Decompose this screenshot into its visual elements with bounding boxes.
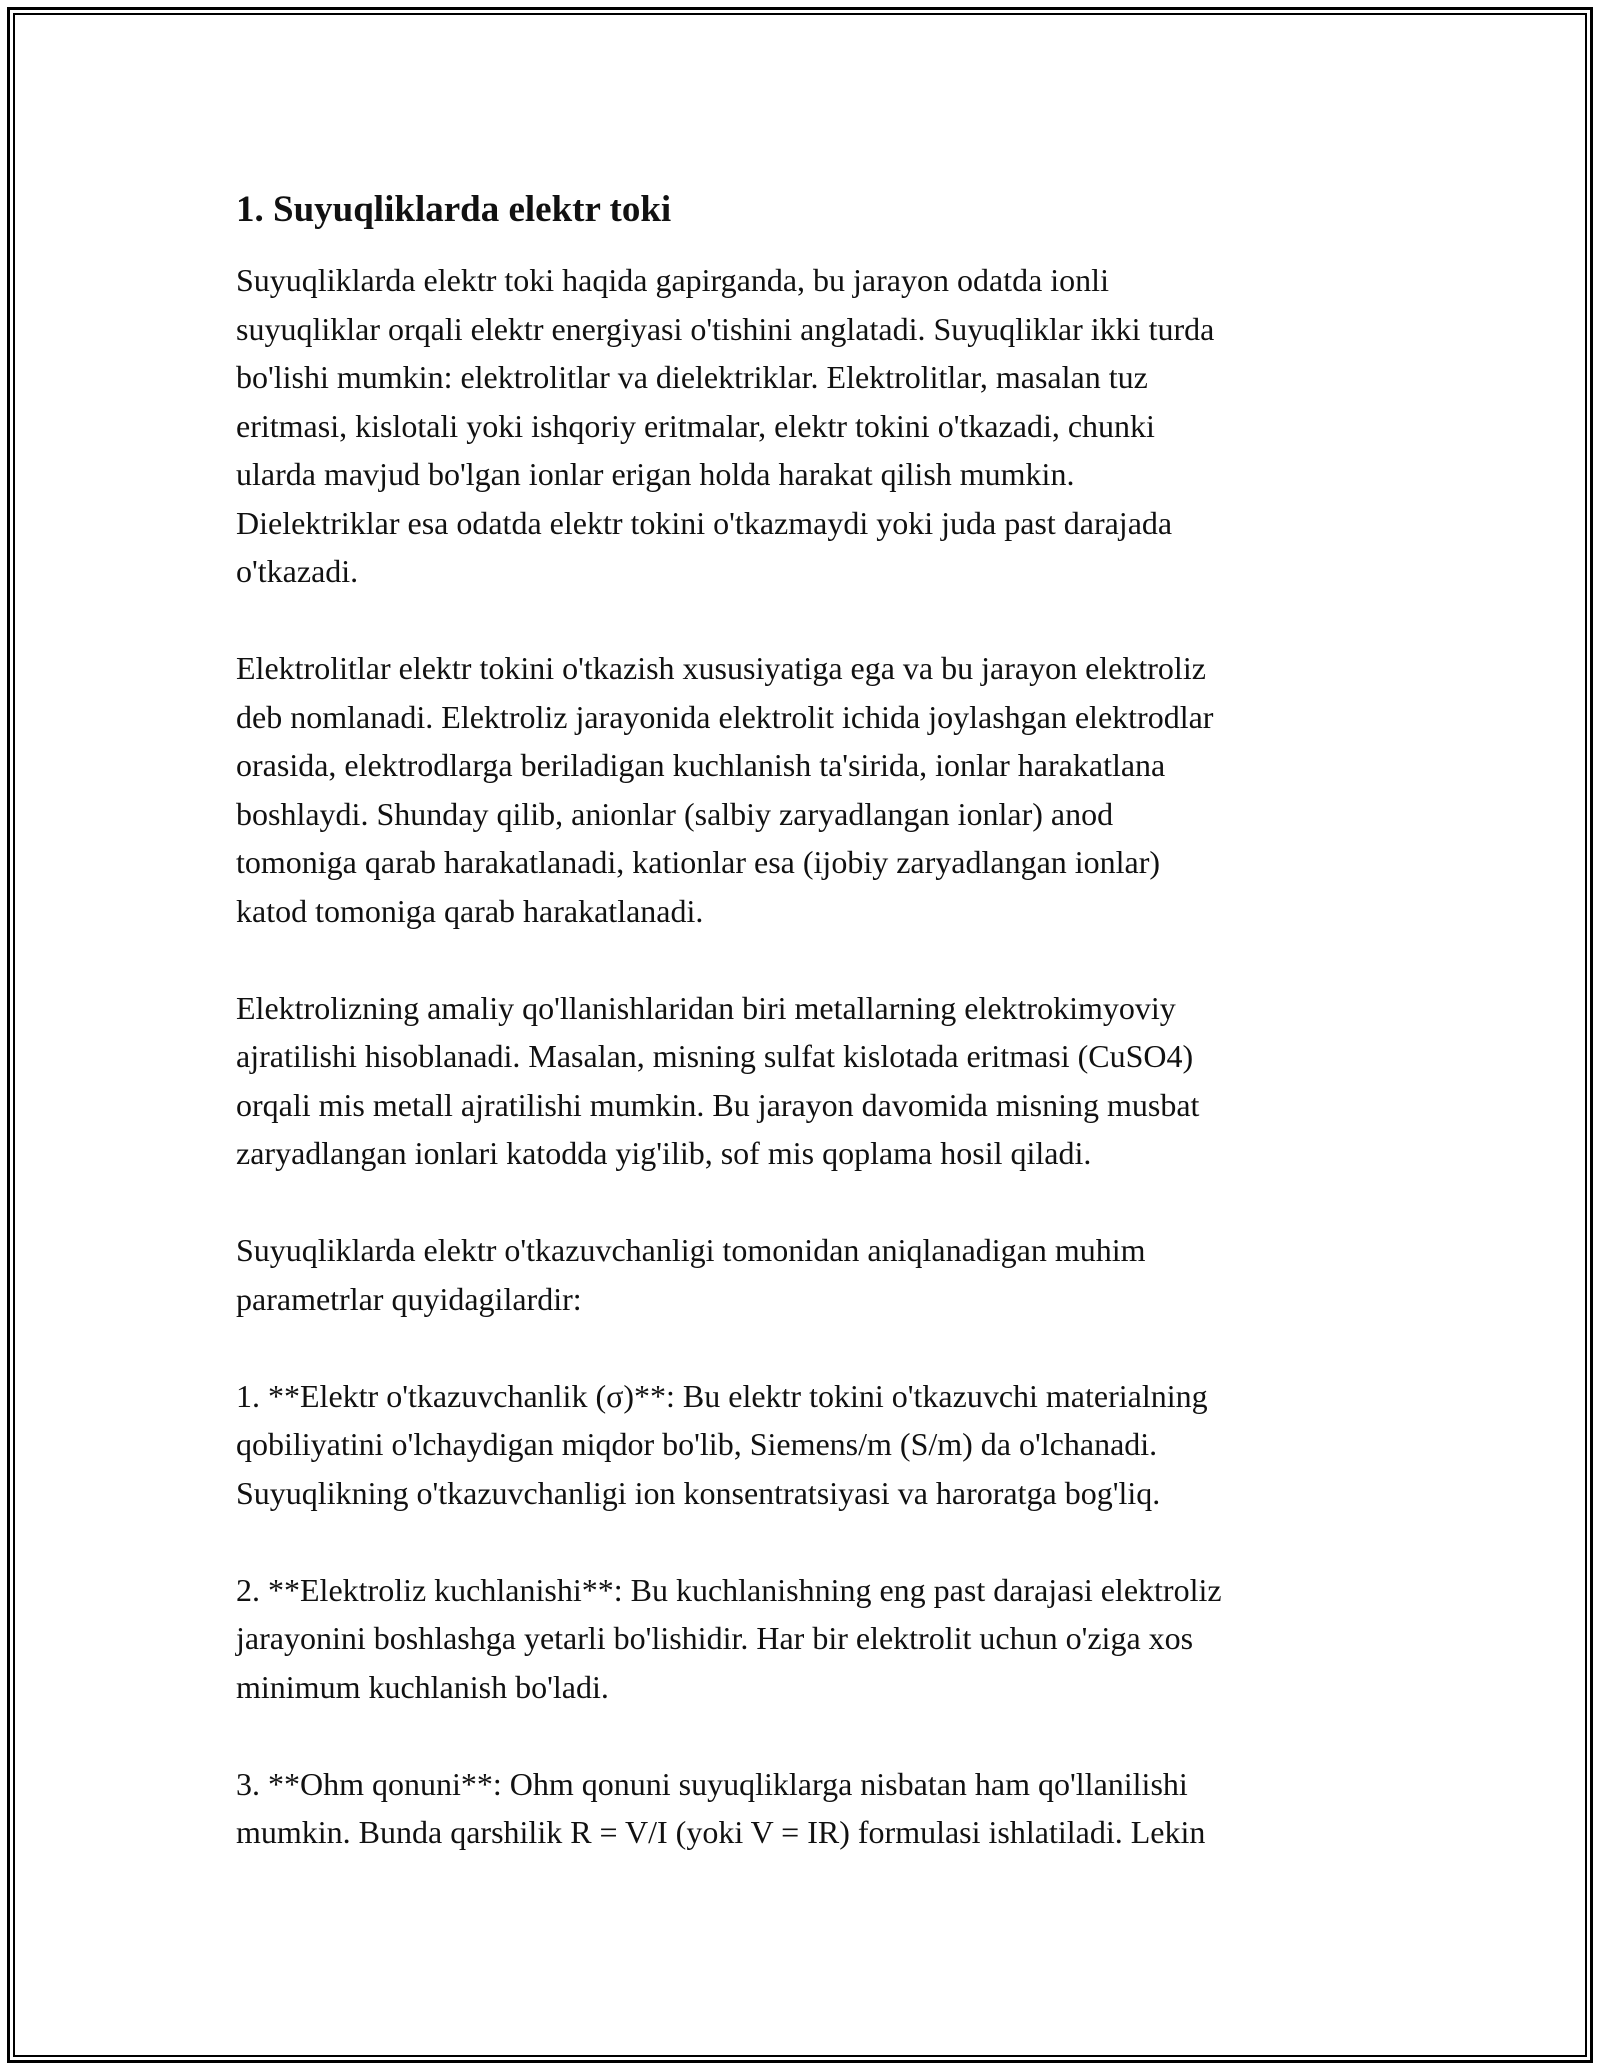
list-item-electrolysis-voltage: 2. **Elektroliz kuchlanishi**: Bu kuchlanishning eng past darajasi elektroliz jarayonini boshlashga yetarli bo'lishidir. Har bir elektrolit uchun o'ziga xos minimum kuchlanish bo'ladi.: [236, 1571, 1222, 1705]
list-item-conductivity: 1. **Elektr o'tkazuvchanlik (σ)**: Bu elektr tokini o'tkazuvchi materialning qobiliyatini o'lchaydigan miqdor bo'lib, Siemens/m (S/m) da o'lchanadi. Suyuqlikning o'tkazuvchanligi ion konsentratsiyasi va haroratga bog'liq.: [236, 1377, 1208, 1511]
section-heading: 1. Suyuqliklarda elektr toki: [236, 189, 672, 230]
list-item-ohms-law: 3. **Ohm qonuni**: Ohm qonuni suyuqliklarga nisbatan ham qo'llanilishi mumkin. Bunda qarshilik R = V/I (yoki V = IR) formulasi ishlatiladi. Lekin: [236, 1765, 1206, 1850]
paragraph-intro: Suyuqliklarda elektr toki haqida gapirganda, bu jarayon odatda ionli suyuqliklar orqali elektr energiyasi o'tishini anglatadi. Suyuqliklar ikki turda bo'lishi mumkin: elektrolitlar va dielektriklar. Elektrolitlar, masalan tuz eritmasi, kislotali yoki ishqoriy eritmalar, elektr tokini o'tkazadi, chunki ularda mavjud bo'lgan ionlar erigan holda harakat qilish mumkin. Dielektriklar esa odatda elektr tokini o'tkazmaydi yoki juda past darajada o'tkazadi.: [236, 262, 1215, 589]
paragraph-parameters-intro: Suyuqliklarda elektr o'tkazuvchanligi tomonidan aniqlanadigan muhim parametrlar quyidagilardir:: [236, 1232, 1146, 1317]
paragraph-applications: Elektrolizning amaliy qo'llanishlaridan biri metallarning elektrokimyoviy ajratilishi hisoblanadi. Masalan, misning sulfat kislotada eritmasi (CuSO4) orqali mis metall ajratilishi mumkin. Bu jarayon davomida misning musbat zaryadlangan ionlari katodda yig'ilib, sof mis qoplama hosil qiladi.: [236, 989, 1200, 1171]
paragraph-electrolysis: Elektrolitlar elektr tokini o'tkazish xususiyatiga ega va bu jarayon elektroliz deb nomlanadi. Elektroliz jarayonida elektrolit ichida joylashgan elektrodlar orasida, elektrodlarga beriladigan kuchlanish ta'sirida, ionlar harakatlana boshlaydi. Shunday qilib, anionlar (salbiy zaryadlangan ionlar) anod tomoniga qarab harakatlanadi, kationlar esa (ijobiy zaryadlangan ionlar) katod tomoniga qarab harakatlanadi.: [236, 650, 1214, 929]
document-body: [236, 186, 1376, 1905]
